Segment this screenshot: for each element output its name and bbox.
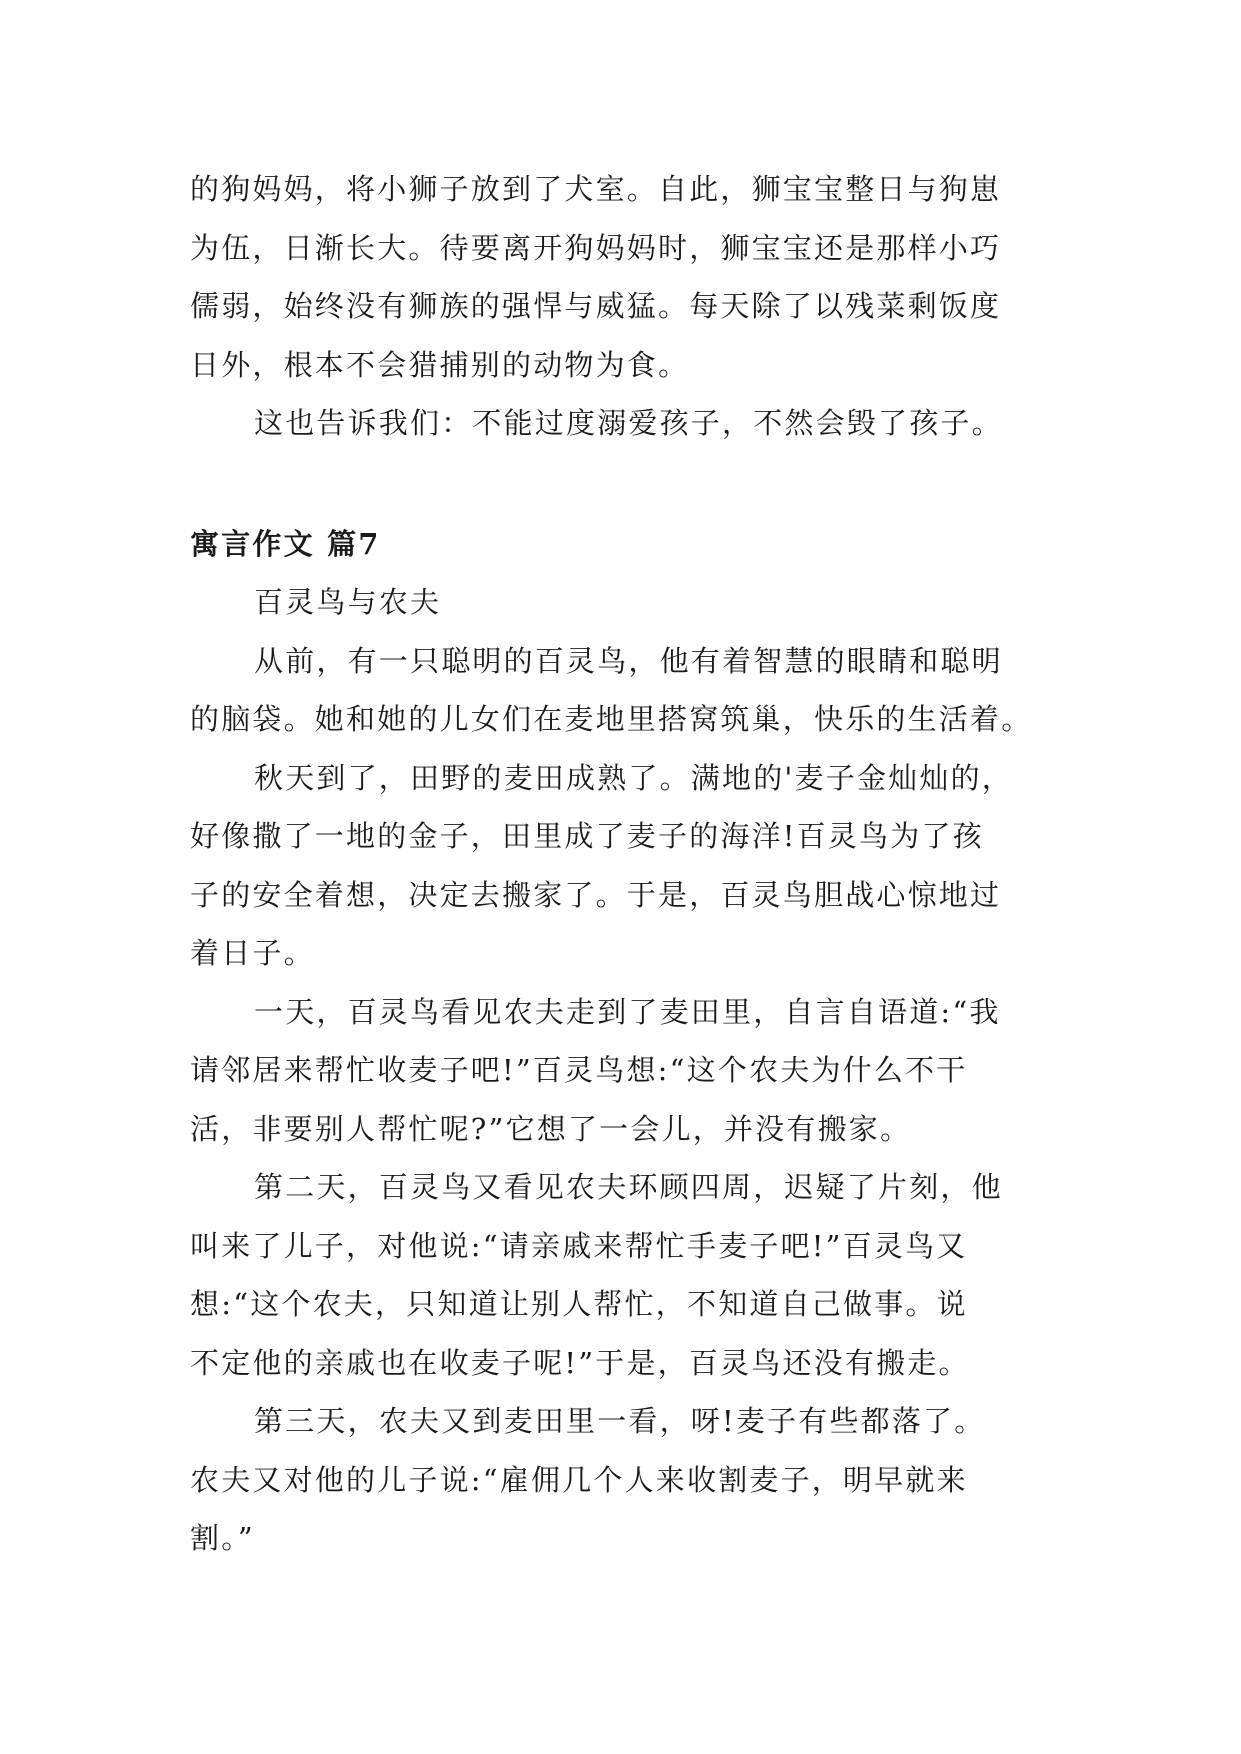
text-line: 好像撒了一地的金子，田里成了麦子的海洋!百灵鸟为了孩 <box>190 819 984 853</box>
text-line: 第三天，农夫又到麦田里一看，呀!麦子有些都落了。 <box>254 1404 986 1438</box>
text-line: 不定他的亲戚也在收麦子呢!”于是，百灵鸟还没有搬走。 <box>190 1345 970 1380</box>
text-line: 儒弱，始终没有狮族的强悍与威猛。每天除了以残菜剩饭度 <box>190 289 1002 323</box>
text-line: 着日子。 <box>190 936 315 970</box>
story-paragraph-4 <box>190 1158 1070 1392</box>
document-body <box>190 160 1070 1568</box>
text-line: 的脑袋。她和她的儿女们在麦地里搭窝筑巢，快乐的生活着。 <box>190 702 1033 736</box>
text-line: 为伍，日渐长大。待要离开狗妈妈时，狮宝宝还是那样小巧 <box>190 230 1002 265</box>
text-line: 割。” <box>190 1521 255 1555</box>
text-line: 的狗妈妈，将小狮子放到了犬室。自此，狮宝宝整日与狗崽 <box>190 172 1002 206</box>
section-title: 寓言作文 篇7 <box>190 526 381 561</box>
text-line: 第二天，百灵鸟又看见农夫环顾四周，迟疑了片刻，他 <box>254 1170 1003 1204</box>
story-paragraph-2 <box>190 749 1070 983</box>
text-line: 从前，有一只聪明的百灵鸟，他有着智慧的眼睛和聪明 <box>254 643 1003 678</box>
text-line: 这也告诉我们：不能过度溺爱孩子，不然会毁了孩子。 <box>254 406 1003 440</box>
text-line: 子的安全着想，决定去搬家了。于是，百灵鸟胆战心惊地过 <box>190 877 1002 912</box>
text-line: 叫来了儿子，对他说:“请亲戚来帮忙手麦子吧!”百灵鸟又 <box>190 1228 968 1263</box>
text-line: 日外，根本不会猎捕别的动物为食。 <box>190 347 690 382</box>
story-paragraph-1 <box>190 632 1070 749</box>
story-title: 百灵鸟与农夫 <box>254 585 442 619</box>
text-line: 活，非要别人帮忙呢?”它想了一会儿，并没有搬家。 <box>190 1111 912 1146</box>
moral-paragraph <box>190 394 1070 453</box>
text-line: 一天，百灵鸟看见农夫走到了麦田里，自言自语道:“我 <box>254 994 1001 1029</box>
continuation-paragraph <box>190 160 1070 394</box>
text-line: 请邻居来帮忙收麦子吧!”百灵鸟想:“这个农夫为什么不干 <box>190 1053 968 1087</box>
text-line: 秋天到了，田野的麦田成熟了。满地的'麦子金灿灿的， <box>254 760 1013 795</box>
text-line: 农夫又对他的儿子说:“雇佣几个人来收割麦子，明早就来 <box>190 1462 968 1497</box>
story-paragraph-5 <box>190 1392 1070 1568</box>
story-paragraph-3 <box>190 983 1070 1159</box>
text-line: 想:“这个农夫，只知道让别人帮忙，不知道自己做事。说 <box>190 1287 968 1321</box>
